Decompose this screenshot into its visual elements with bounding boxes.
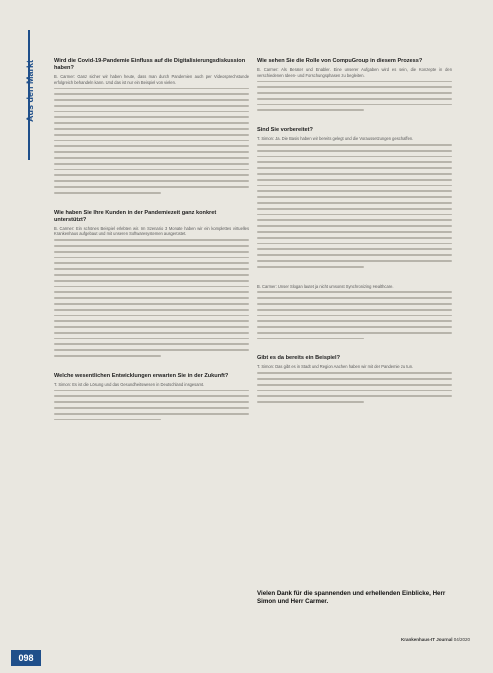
text-line [257, 202, 452, 204]
right-column [257, 58, 452, 419]
text-line [54, 93, 249, 95]
answer-text-lines [54, 88, 249, 194]
text-line [257, 390, 452, 392]
text-line [54, 268, 249, 270]
text-line [257, 185, 452, 187]
text-line [257, 248, 452, 250]
text-line [257, 243, 452, 245]
text-line [257, 297, 452, 299]
interview-answer: T. Simon: Ja. Die Basis haben wir bereits gelegt und die Voraussetzungen geschaffen. [257, 136, 414, 142]
text-line [257, 150, 452, 152]
text-line [257, 167, 452, 169]
text-line [257, 104, 452, 106]
text-line [54, 338, 249, 340]
answer-text-lines [257, 372, 452, 403]
text-line [54, 390, 249, 392]
text-line [257, 401, 364, 403]
text-line [54, 151, 249, 153]
left-column [54, 58, 249, 436]
text-line [257, 161, 452, 163]
text-line [54, 413, 249, 415]
text-line [257, 86, 452, 88]
text-line [257, 225, 452, 227]
answer-text-lines [257, 81, 452, 112]
text-line [54, 105, 249, 107]
text-line [257, 173, 452, 175]
closing-thanks: Vielen Dank für die spannenden und erhellenden Einblicke, Herr Simon und Herr Carmer. [257, 590, 446, 605]
text-line [54, 257, 249, 259]
text-line [54, 88, 249, 90]
answer-text-lines [257, 144, 452, 268]
text-line [54, 239, 249, 241]
text-line [257, 144, 452, 146]
interview-section [54, 58, 249, 210]
text-line [257, 231, 452, 233]
text-line [257, 219, 452, 221]
text-line [54, 286, 249, 288]
text-line [54, 174, 249, 176]
text-line [257, 309, 452, 311]
text-line [54, 274, 249, 276]
text-line [257, 266, 364, 268]
interview-section [257, 355, 452, 419]
interview-answer: B. Carmer: Ein schönes Beispiel erlebten wir. Im Szenario 3 Monate haben wir ein komplettes virtuelles Krankenhaus aufgebaut und mit unseren Softwaresystemen ausgerüstet. [54, 225, 249, 237]
text-line [54, 192, 161, 194]
text-line [257, 384, 452, 386]
text-line [54, 134, 249, 136]
interview-section [257, 58, 452, 127]
interview-section [54, 373, 249, 437]
footer-publication: Krankenhaus-IT Journal [401, 637, 453, 642]
text-line [54, 280, 249, 282]
interview-question: Wird die Covid-19-Pandemie Einfluss auf die Digitalisierungsdiskussion haben? [54, 58, 246, 71]
interview-answer: T. Simon: Das gibt es in Stadt und Region Aachen haben wir mit der Pandemie zu tun. [257, 364, 414, 370]
text-line [54, 128, 249, 130]
text-line [54, 297, 249, 299]
text-line [54, 245, 249, 247]
text-line [54, 315, 249, 317]
page-footer [401, 637, 470, 642]
text-line [54, 99, 249, 101]
section-label: Aus den Markt [25, 60, 35, 123]
text-line [257, 291, 452, 293]
text-line [54, 332, 249, 334]
text-line [257, 395, 452, 397]
interview-answer: T. Simon: Es ist die Lösung und das Gesundheitswesen in Deutschland insgesamt. [54, 381, 205, 387]
text-line [54, 303, 249, 305]
answer-text-lines [54, 390, 249, 421]
text-line [54, 111, 249, 113]
interview-answer: B. Carmer: Als Berater und Enabler. Eine unserer Aufgaben wird es sein, die Konzepte in den verschiedenen Ideen- und Forschungsphasen zu begleiten. [257, 67, 452, 78]
text-line [54, 395, 249, 397]
text-line [257, 98, 452, 100]
text-line [257, 332, 452, 334]
text-line [257, 315, 452, 317]
text-line [54, 262, 249, 264]
text-line [257, 338, 364, 340]
section-tab [22, 30, 36, 160]
interview-question: Sind Sie vorbereitet? [257, 127, 313, 134]
answer-text-lines [54, 239, 249, 357]
interview-question: Wie sehen Sie die Rolle von CompuGroup in diesem Prozess? [257, 58, 423, 64]
text-line [54, 169, 249, 171]
text-line [257, 156, 452, 158]
text-line [54, 163, 249, 165]
text-line [54, 251, 249, 253]
text-line [54, 157, 249, 159]
text-line [257, 208, 452, 210]
text-line [257, 92, 452, 94]
text-line [54, 309, 249, 311]
text-line [257, 196, 452, 198]
text-line [257, 326, 452, 328]
interview-question: Gibt es da bereits ein Beispiel? [257, 355, 340, 362]
text-line [54, 326, 249, 328]
text-line [257, 320, 452, 322]
text-line [257, 378, 452, 380]
text-line [54, 349, 249, 351]
text-line [257, 260, 452, 262]
interview-section [257, 284, 452, 356]
text-line [54, 180, 249, 182]
text-line [54, 122, 249, 124]
text-line [257, 190, 452, 192]
text-line [54, 320, 249, 322]
interview-answer: B. Carmer: Ganz sicher wir haben heute, dass man durch Pandemien auch per Videosprechstunde erfolgreich behandeln kann. Und das ist nur ein Beispiel von vielen. [54, 74, 249, 85]
text-line [54, 186, 249, 188]
text-line [54, 140, 249, 142]
interview-section [257, 127, 452, 283]
answer-text-lines [257, 291, 452, 339]
text-line [257, 237, 452, 239]
text-line [54, 291, 249, 293]
interview-question: Welche wesentlichen Entwicklungen erwarten Sie in der Zukunft? [54, 372, 229, 379]
text-line [54, 343, 249, 345]
text-line [257, 303, 452, 305]
footer-date: 04/2020 [453, 637, 471, 642]
text-line [257, 109, 364, 111]
text-line [54, 355, 161, 357]
text-line [257, 179, 452, 181]
text-line [54, 419, 161, 421]
text-line [257, 214, 452, 216]
text-line [54, 407, 249, 409]
text-line [54, 401, 249, 403]
text-line [257, 372, 452, 374]
page-number: 098 [11, 650, 41, 666]
interview-answer: B. Carmer: Unser Slogan lautet ja nicht umsonst Synchronizing Healthcare. [257, 283, 394, 289]
text-line [54, 116, 249, 118]
text-line [257, 81, 452, 83]
interview-question: Wie haben Sie Ihre Kunden in der Pandemiezeit ganz konkret unterstützt? [54, 209, 217, 223]
text-line [257, 254, 452, 256]
interview-section [54, 210, 249, 373]
text-line [54, 145, 249, 147]
